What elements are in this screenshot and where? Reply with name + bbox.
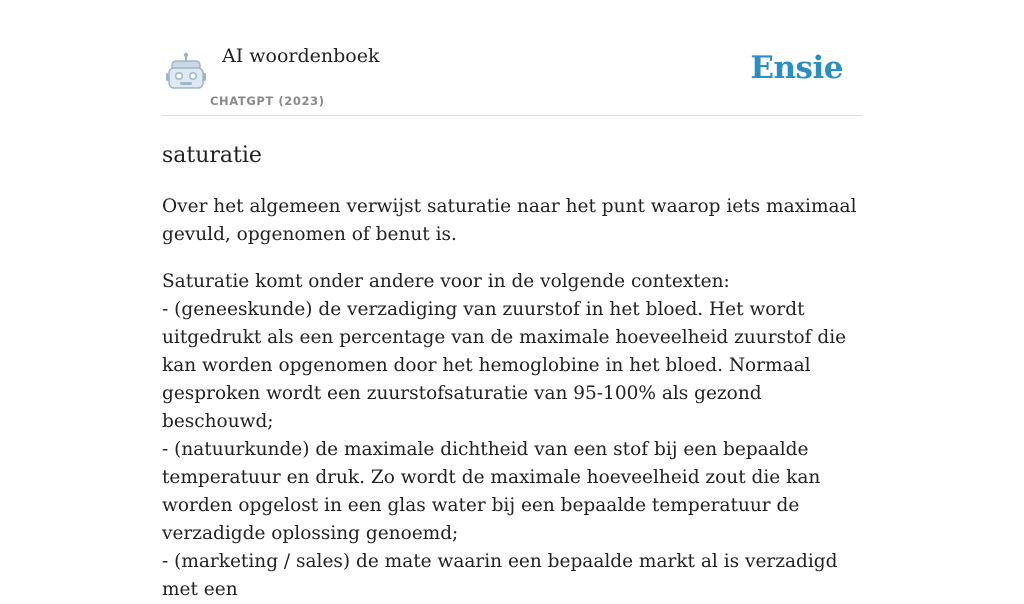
robot-icon	[166, 52, 206, 90]
dictionary-source: CHATGPT (2023)	[210, 94, 325, 108]
entry-definition	[162, 193, 862, 604]
page	[162, 0, 862, 600]
context-item: - (geneeskunde) de verzadiging van zuurstof in het bloed. Het wordt uitgedrukt als een percentage van de maximale hoeveelheid zuurstof die kan worden opgenomen door het hemoglobine in het bloed. Normaal gesproken wordt een zuurstofsaturatie van 95-100% als gezond beschouwd;	[162, 299, 847, 432]
contexts-heading: Saturatie komt onder andere voor in de volgende contexten:	[162, 271, 730, 292]
ensie-logo-link[interactable]: Ensie	[750, 50, 843, 86]
dictionary-title-link[interactable]: AI woordenboek	[222, 45, 380, 67]
definition-contexts	[162, 268, 862, 604]
context-item: - (marketing / sales) de mate waarin een bepaalde markt al is verzadigd met een	[162, 551, 838, 600]
entry-term: saturatie	[162, 143, 262, 168]
context-item: - (natuurkunde) de maximale dichtheid van een stof bij een bepaalde temperatuur en druk. Zo wordt de maximale hoeveelheid zout die kan worden opgelost in een glas water bij een bepaalde temperatuur de verzadigde oplossing genoemd;	[162, 439, 821, 544]
header	[162, 0, 862, 116]
definition-intro: Over het algemeen verwijst saturatie naar het punt waarop iets maximaal gevuld, opgenomen of benut is.	[162, 196, 857, 245]
